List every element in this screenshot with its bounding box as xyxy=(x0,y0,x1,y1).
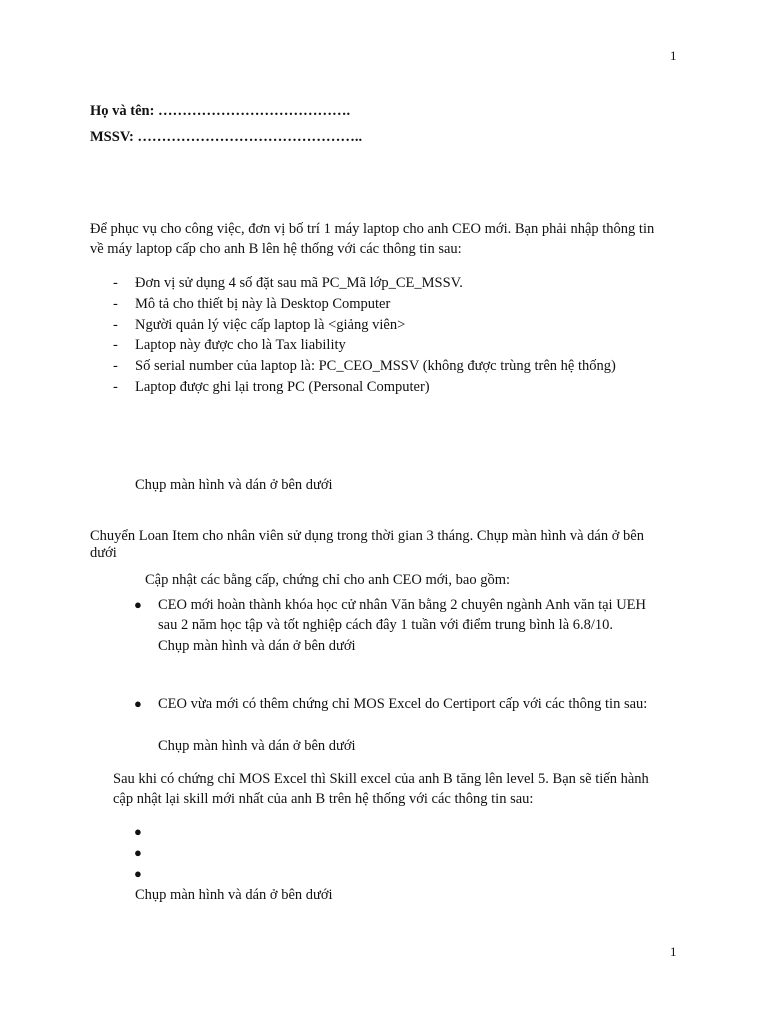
list-item xyxy=(134,595,647,615)
task2-line1: Chuyển Loan Item cho nhân viên sử dụng trong thời gian 3 tháng. Chụp màn hình và dán ở bên xyxy=(90,528,644,544)
list-item-text: Laptop được ghi lại trong PC (Personal Computer) xyxy=(135,379,430,395)
task3-intro: Cập nhật các bằng cấp, chứng chỉ cho anh CEO mới, bao gồm: xyxy=(145,572,511,588)
dot-bullet: ● xyxy=(134,696,142,711)
empty-bullet: ● xyxy=(134,866,142,881)
list-item-text: Laptop này được cho là Tax liability xyxy=(135,337,346,353)
degree-screenshot-note: Chụp màn hình và dán ở bên dưới xyxy=(158,638,356,654)
degree-line1: CEO mới hoàn thành khóa học cử nhân Văn bằng 2 chuyên ngành Anh văn tại UEH xyxy=(158,597,647,613)
list-item-text: Mô tả cho thiết bị này là Desktop Computer xyxy=(135,296,391,312)
dash-bullet: - xyxy=(113,379,118,395)
cert-screenshot-note: Chụp màn hình và dán ở bên dưới xyxy=(158,738,356,754)
task1-intro-line2: về máy laptop cấp cho anh B lên hệ thống với các thông tin sau: xyxy=(90,241,462,257)
task1-screenshot-note: Chụp màn hình và dán ở bên dưới xyxy=(135,477,333,493)
footer-page-number: 1 xyxy=(670,944,677,959)
list-item-text: Số serial number của laptop là: PC_CEO_MSSV (không được trùng trên hệ thống) xyxy=(135,358,616,374)
list-item xyxy=(113,356,616,376)
task1-intro-line1: Để phục vụ cho công việc, đơn vị bố trí 1 máy laptop cho anh CEO mới. Bạn phải nhập thông tin xyxy=(90,221,655,237)
list-item xyxy=(134,694,648,714)
dash-bullet: - xyxy=(113,275,118,291)
student-id-field: MSSV: ……………………………………….. xyxy=(90,129,363,145)
list-item xyxy=(113,294,391,314)
task4-screenshot-note: Chụp màn hình và dán ở bên dưới xyxy=(135,887,333,903)
empty-bullet: ● xyxy=(134,824,142,839)
dash-bullet: - xyxy=(113,317,118,333)
dash-bullet: - xyxy=(113,296,118,312)
dash-bullet: - xyxy=(113,358,118,374)
task4-line1: Sau khi có chứng chỉ MOS Excel thì Skill excel của anh B tăng lên level 5. Bạn sẽ tiến hành xyxy=(113,771,649,787)
list-item xyxy=(113,335,346,355)
list-item xyxy=(113,273,463,293)
task4-line2: cập nhật lại skill mới nhất của anh B trên hệ thống với các thông tin sau: xyxy=(113,791,534,807)
degree-line2: sau 2 năm học tập và tốt nghiệp cách đây 1 tuần với điểm trung bình là 6.8/10. xyxy=(158,617,614,633)
list-item-text: Người quản lý việc cấp laptop là <giảng viên> xyxy=(135,317,406,333)
cert-line: CEO vừa mới có thêm chứng chỉ MOS Excel do Certiport cấp với các thông tin sau: xyxy=(158,696,648,712)
student-name-field: Họ và tên: …………………………………. xyxy=(90,103,351,119)
empty-bullet: ● xyxy=(134,845,142,860)
header-page-number: 1 xyxy=(670,48,677,63)
dash-bullet: - xyxy=(113,337,118,353)
task2-line2: dưới xyxy=(90,545,117,561)
dot-bullet: ● xyxy=(134,597,142,612)
list-item xyxy=(113,315,406,335)
list-item-text: Đơn vị sử dụng 4 số đặt sau mã PC_Mã lớp_CE_MSSV. xyxy=(135,275,463,291)
list-item xyxy=(113,377,430,397)
